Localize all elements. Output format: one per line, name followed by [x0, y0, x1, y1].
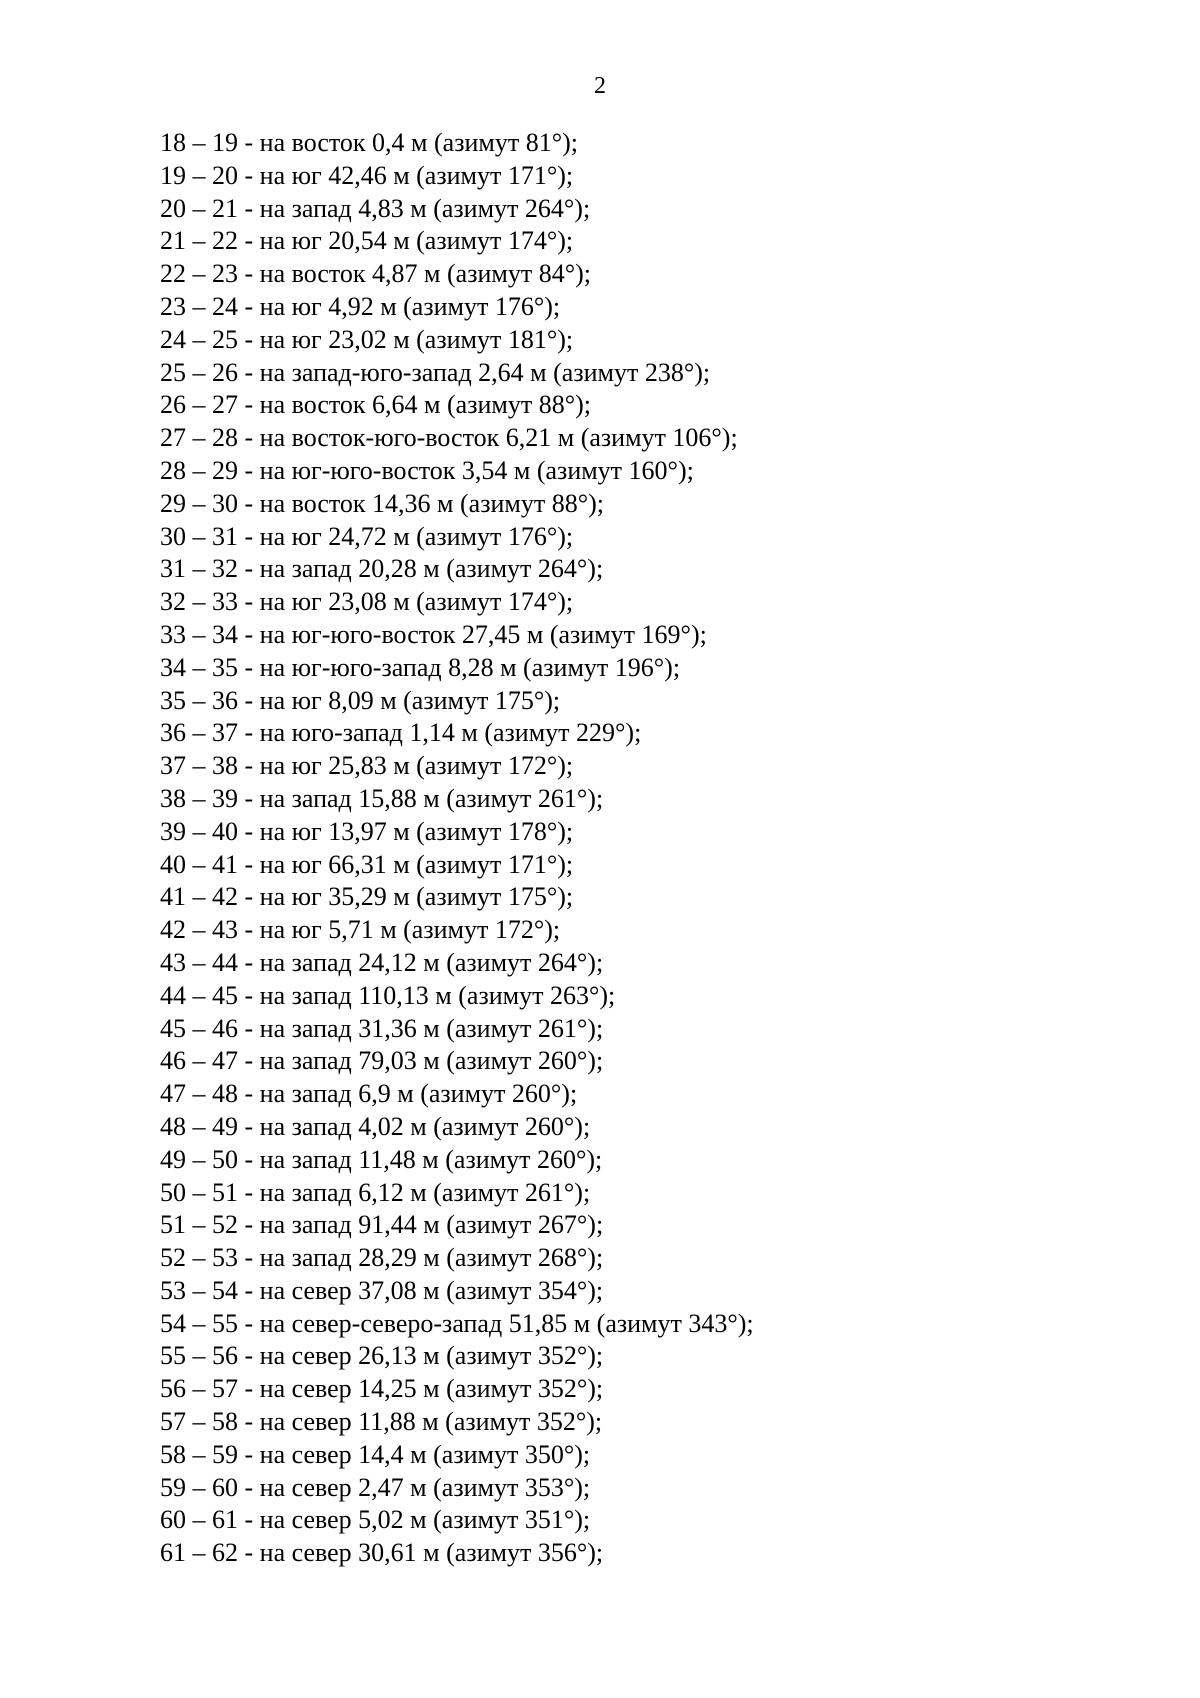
segment-line: 23 – 24 - на юг 4,92 м (азимут 176°); — [160, 291, 561, 321]
segment-line: 32 – 33 - на юг 23,08 м (азимут 174°); — [160, 587, 574, 617]
segment-line: 31 – 32 - на запад 20,28 м (азимут 264°); — [160, 554, 604, 584]
segment-line: 47 – 48 - на запад 6,9 м (азимут 260°); — [160, 1079, 578, 1109]
segment-line: 57 – 58 - на север 11,88 м (азимут 352°); — [160, 1407, 603, 1437]
segment-line: 27 – 28 - на восток-юго-восток 6,21 м (азимут 106°); — [160, 423, 738, 453]
segment-line: 38 – 39 - на запад 15,88 м (азимут 261°); — [160, 783, 604, 813]
segment-line: 42 – 43 - на юг 5,71 м (азимут 172°); — [160, 915, 561, 945]
segment-line: 44 – 45 - на запад 110,13 м (азимут 263°); — [160, 980, 616, 1010]
segment-line: 34 – 35 - на юг-юго-запад 8,28 м (азимут 196°); — [160, 652, 681, 682]
segment-line: 39 – 40 - на юг 13,97 м (азимут 178°); — [160, 816, 574, 846]
segment-line: 37 – 38 - на юг 25,83 м (азимут 172°); — [160, 751, 574, 781]
segment-line: 51 – 52 - на запад 91,44 м (азимут 267°); — [160, 1210, 604, 1240]
segment-line: 55 – 56 - на север 26,13 м (азимут 352°); — [160, 1341, 604, 1371]
segment-line: 54 – 55 - на север-северо-запад 51,85 м (азимут 343°); — [160, 1308, 754, 1338]
segment-line: 19 – 20 - на юг 42,46 м (азимут 171°); — [160, 160, 574, 190]
segment-line: 49 – 50 - на запад 11,48 м (азимут 260°); — [160, 1144, 603, 1174]
segment-line: 52 – 53 - на запад 28,29 м (азимут 268°); — [160, 1243, 604, 1273]
segment-line: 56 – 57 - на север 14,25 м (азимут 352°); — [160, 1374, 604, 1404]
segment-line: 48 – 49 - на запад 4,02 м (азимут 260°); — [160, 1111, 591, 1141]
segment-line: 40 – 41 - на юг 66,31 м (азимут 171°); — [160, 849, 574, 879]
segment-line: 58 – 59 - на север 14,4 м (азимут 350°); — [160, 1439, 591, 1469]
segment-line: 61 – 62 - на север 30,61 м (азимут 356°); — [160, 1538, 604, 1568]
segment-line: 33 – 34 - на юг-юго-восток 27,45 м (азимут 169°); — [160, 619, 707, 649]
segment-line: 22 – 23 - на восток 4,87 м (азимут 84°); — [160, 259, 591, 289]
segment-line: 28 – 29 - на юг-юго-восток 3,54 м (азимут 160°); — [160, 455, 694, 485]
page-number: 2 — [594, 73, 606, 99]
segment-line: 60 – 61 - на север 5,02 м (азимут 351°); — [160, 1505, 591, 1535]
segment-line: 45 – 46 - на запад 31,36 м (азимут 261°); — [160, 1013, 604, 1043]
segment-line: 53 – 54 - на север 37,08 м (азимут 354°); — [160, 1275, 604, 1305]
segment-line: 30 – 31 - на юг 24,72 м (азимут 176°); — [160, 521, 574, 551]
segment-line: 21 – 22 - на юг 20,54 м (азимут 174°); — [160, 226, 574, 256]
segment-line: 26 – 27 - на восток 6,64 м (азимут 88°); — [160, 390, 591, 420]
segment-line: 24 – 25 - на юг 23,02 м (азимут 181°); — [160, 324, 574, 354]
segment-line: 50 – 51 - на запад 6,12 м (азимут 261°); — [160, 1177, 591, 1207]
segment-line: 43 – 44 - на запад 24,12 м (азимут 264°); — [160, 947, 604, 977]
boundary-segment-list — [160, 127, 754, 1570]
segment-line: 18 – 19 - на восток 0,4 м (азимут 81°); — [160, 128, 578, 157]
segment-line: 25 – 26 - на запад-юго-запад 2,64 м (азимут 238°); — [160, 357, 711, 387]
segment-line: 46 – 47 - на запад 79,03 м (азимут 260°); — [160, 1046, 604, 1076]
segment-line: 36 – 37 - на юго-запад 1,14 м (азимут 229°); — [160, 718, 642, 748]
segment-line: 29 – 30 - на восток 14,36 м (азимут 88°); — [160, 488, 604, 518]
segment-line: 35 – 36 - на юг 8,09 м (азимут 175°); — [160, 685, 561, 715]
segment-line: 20 – 21 - на запад 4,83 м (азимут 264°); — [160, 193, 591, 223]
segment-line: 41 – 42 - на юг 35,29 м (азимут 175°); — [160, 882, 574, 912]
segment-line: 59 – 60 - на север 2,47 м (азимут 353°); — [160, 1472, 591, 1502]
